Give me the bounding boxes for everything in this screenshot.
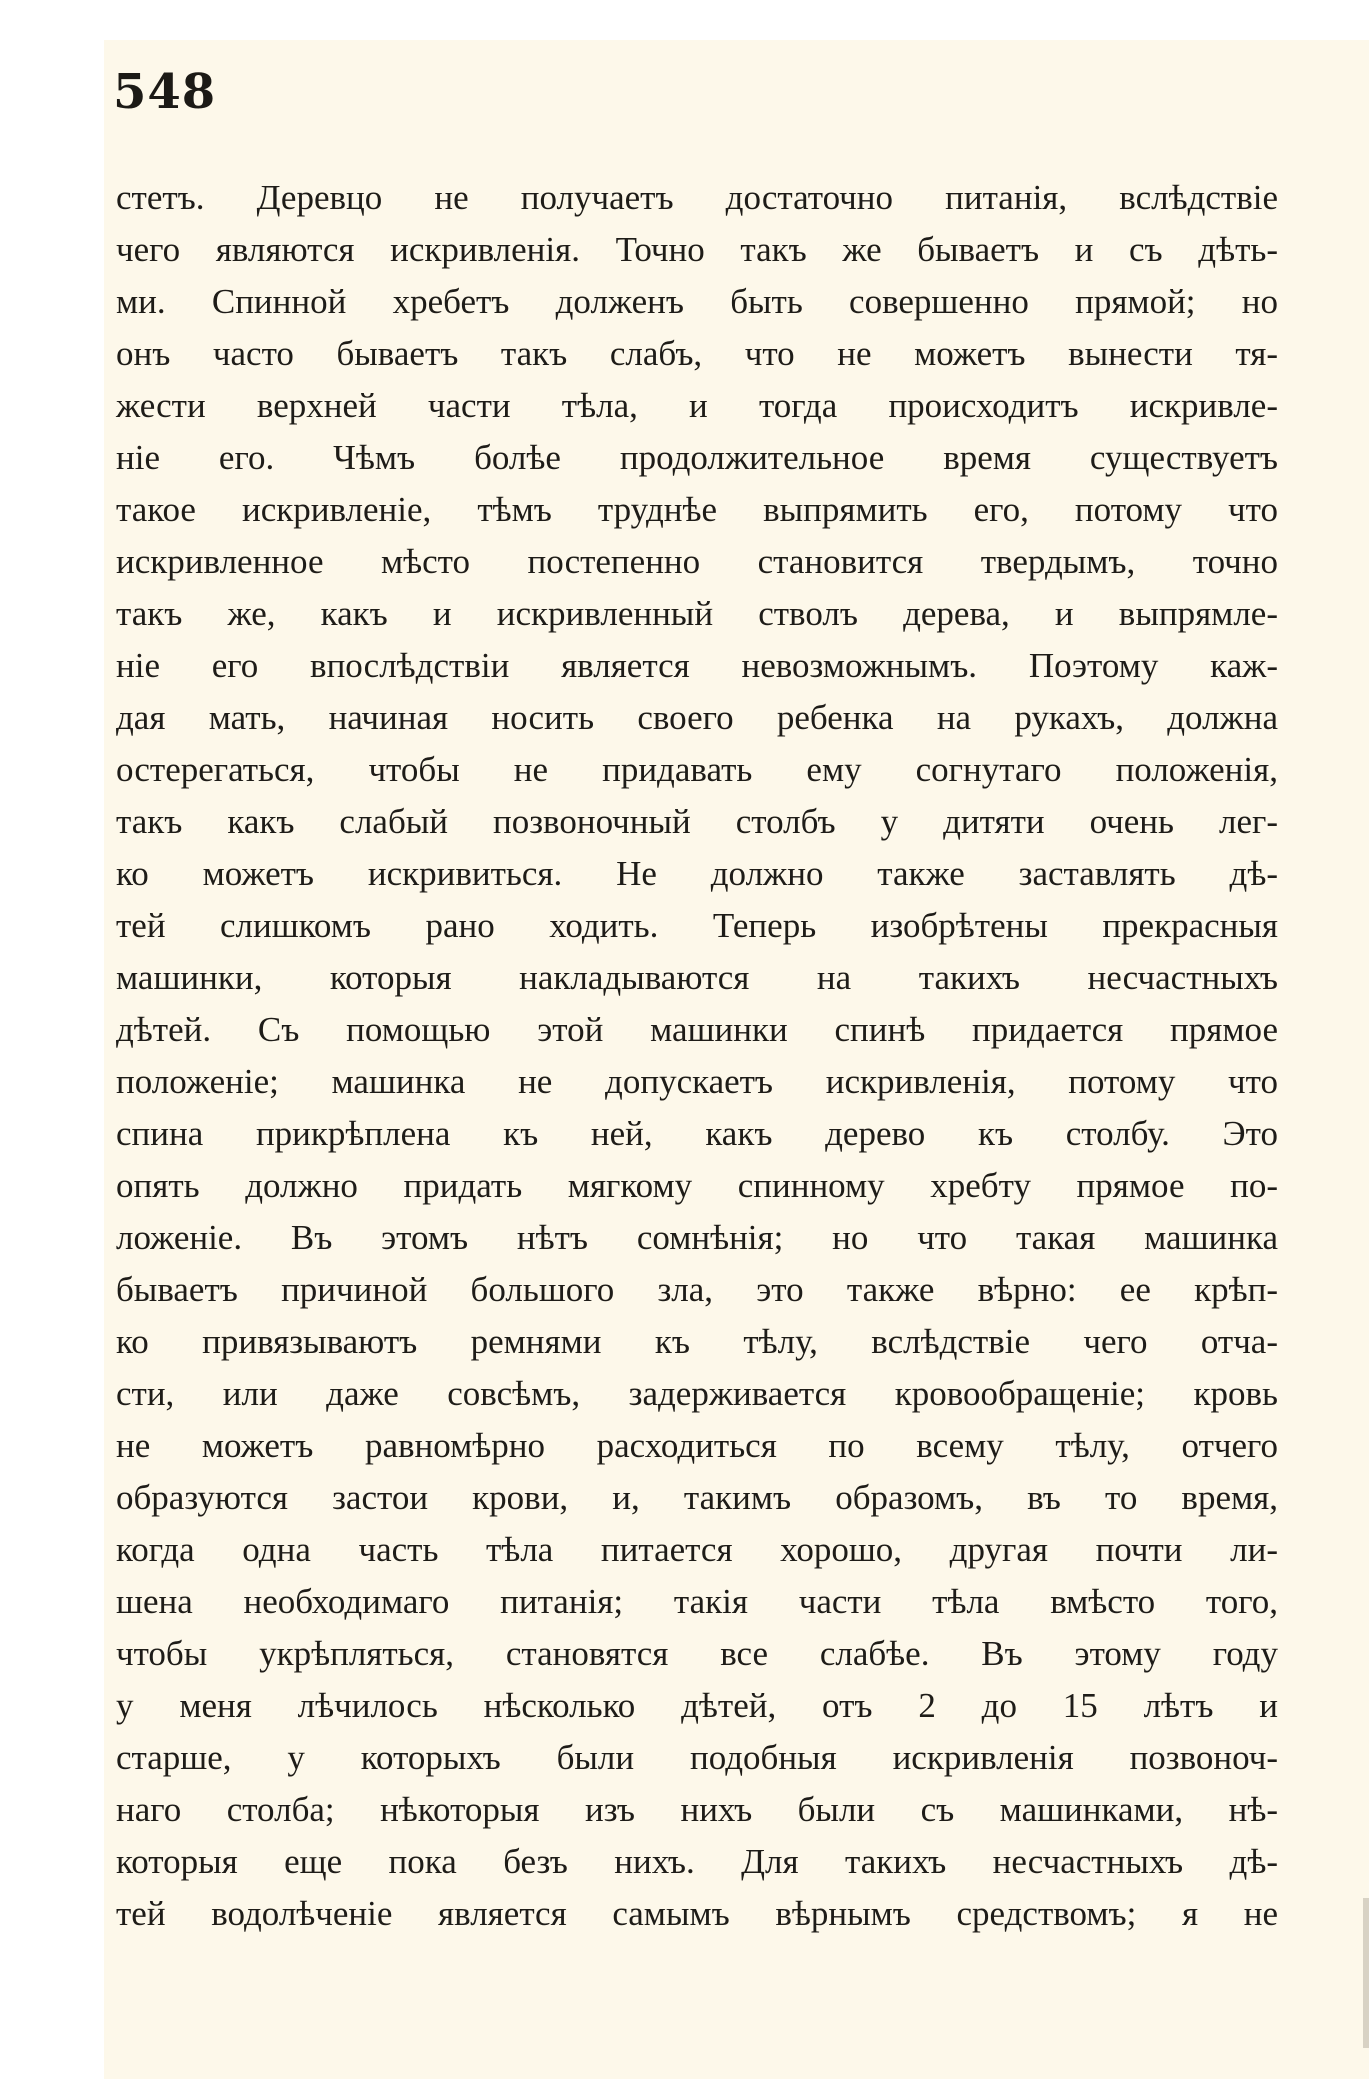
text-line: машинки, которыя накладываются на такихъ несчастныхъ — [116, 958, 1278, 997]
page-number: 548 — [113, 64, 217, 120]
text-line: бываетъ причиной большого зла, это также вѣрно: ее крѣп- — [116, 1270, 1278, 1309]
text-line: такое искривленіе, тѣмъ труднѣе выпрямить его, потому что — [116, 490, 1278, 529]
text-line: дѣтей. Съ помощью этой машинки спинѣ придается прямое — [116, 1010, 1278, 1049]
text-line: наго столба; нѣкоторыя изъ нихъ были съ машинками, нѣ- — [116, 1790, 1278, 1829]
text-line: которыя еще пока безъ нихъ. Для такихъ несчастныхъ дѣ- — [116, 1842, 1278, 1881]
text-line: стетъ. Деревцо не получаетъ достаточно питанія, вслѣдствіе — [116, 178, 1278, 217]
text-line: у меня лѣчилось нѣсколько дѣтей, отъ 2 до 15 лѣтъ и — [116, 1686, 1278, 1725]
text-line: жести верхней части тѣла, и тогда происходитъ искривле- — [116, 386, 1278, 425]
text-line: ко можетъ искривиться. Не должно также заставлять дѣ- — [116, 854, 1278, 893]
text-line: ми. Спинной хребетъ долженъ быть совершенно прямой; но — [116, 282, 1278, 321]
text-line: чего являются искривленія. Точно такъ же бываетъ и съ дѣть- — [116, 230, 1278, 269]
text-line: такъ же, какъ и искривленный стволъ дерева, и выпрямле- — [116, 594, 1278, 633]
text-line: шена необходимаго питанія; такія части тѣла вмѣсто того, — [116, 1582, 1278, 1621]
text-line: когда одна часть тѣла питается хорошо, другая почти ли- — [116, 1530, 1278, 1569]
text-line: старше, у которыхъ были подобныя искривленія позвоноч- — [116, 1738, 1278, 1777]
page-edge-shadow — [1363, 1898, 1369, 2048]
text-line: тей слишкомъ рано ходить. Теперь изобрѣтены прекрасныя — [116, 906, 1278, 945]
text-line: ко привязываютъ ремнями къ тѣлу, вслѣдствіе чего отча- — [116, 1322, 1278, 1361]
text-line: дая мать, начиная носить своего ребенка на рукахъ, должна — [116, 698, 1278, 737]
text-line: образуются застои крови, и, такимъ образомъ, въ то время, — [116, 1478, 1278, 1517]
text-line: ложеніе. Въ этомъ нѣтъ сомнѣнія; но что такая машинка — [116, 1218, 1278, 1257]
text-line: остерегаться, чтобы не придавать ему согнутаго положенія, — [116, 750, 1278, 789]
text-line: положеніе; машинка не допускаетъ искривленія, потому что — [116, 1062, 1278, 1101]
text-line: такъ какъ слабый позвоночный столбъ у дитяти очень лег- — [116, 802, 1278, 841]
text-line: ніе его впослѣдствіи является невозможнымъ. Поэтому каж- — [116, 646, 1278, 685]
text-line: чтобы укрѣпляться, становятся все слабѣе. Въ этому году — [116, 1634, 1278, 1673]
text-line: онъ часто бываетъ такъ слабъ, что не можетъ вынести тя- — [116, 334, 1278, 373]
text-line: спина прикрѣплена къ ней, какъ дерево къ столбу. Это — [116, 1114, 1278, 1153]
text-line: ніе его. Чѣмъ болѣе продолжительное время существуетъ — [116, 438, 1278, 477]
text-line: опять должно придать мягкому спинному хребту прямое по- — [116, 1166, 1278, 1205]
text-line: тей водолѣченіе является самымъ вѣрнымъ средствомъ; я не — [116, 1894, 1278, 1933]
text-line: сти, или даже совсѣмъ, задерживается кровообращеніе; кровь — [116, 1374, 1278, 1413]
body-text — [116, 172, 1278, 1940]
text-line: искривленное мѣсто постепенно становится твердымъ, точно — [116, 542, 1278, 581]
text-line: не можетъ равномѣрно расходиться по всему тѣлу, отчего — [116, 1426, 1278, 1465]
